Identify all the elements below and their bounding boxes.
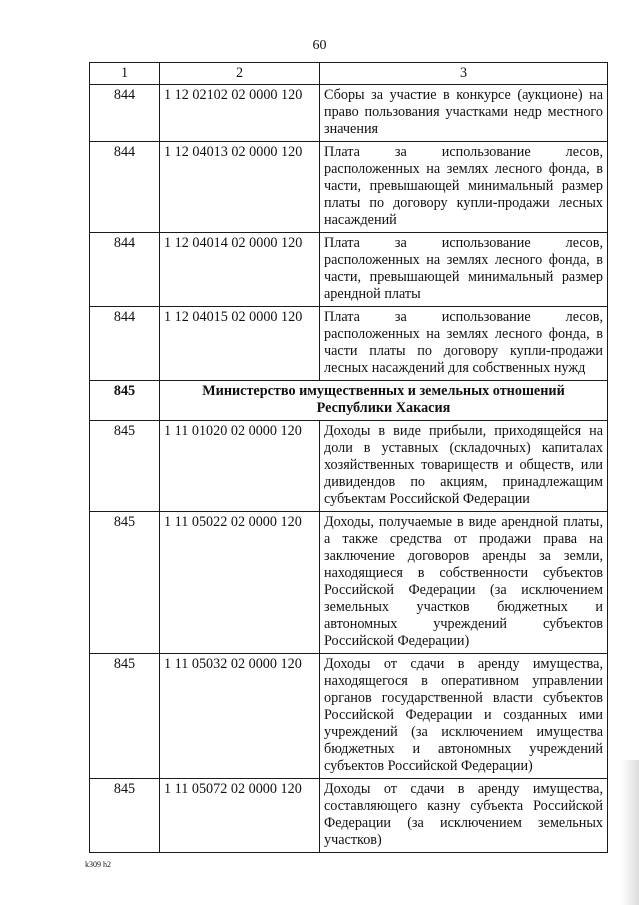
table-row <box>90 779 608 853</box>
admin-code-cell: 845 <box>90 654 160 779</box>
description-cell: Доходы от сдачи в аренду имущества, составляющего казну субъекта Российской Федерации (за исключением земельных участков) <box>320 779 608 853</box>
budget-code-cell: 1 12 04013 02 0000 120 <box>160 142 320 233</box>
header-col-1: 1 <box>90 63 160 85</box>
budget-code-cell: 1 11 05022 02 0000 120 <box>160 512 320 654</box>
budget-code-cell: 1 12 04015 02 0000 120 <box>160 307 320 381</box>
budget-code-cell: 1 12 04014 02 0000 120 <box>160 233 320 307</box>
description-cell: Плата за использование лесов, расположенных на землях лесного фонда, в части, превышающей минимальный размер арендной платы <box>320 233 608 307</box>
description-cell: Доходы в виде прибыли, приходящейся на доли в уставных (складочных) капиталах хозяйственных товариществ и обществ, или дивидендов по акциям, принадлежащим субъектам Российской Федерации <box>320 421 608 512</box>
description-cell: Доходы от сдачи в аренду имущества, находящегося в оперативном управлении органов государственной власти субъектов Российской Федерации и созданных ими учреждений (за исключением имущества бюджетных и автономных учреждений субъектов Российской Федерации) <box>320 654 608 779</box>
table-row <box>90 512 608 654</box>
page-number: 60 <box>312 38 327 53</box>
table-row <box>90 421 608 512</box>
section-header-row <box>90 381 608 421</box>
header-col-3: 3 <box>320 63 608 85</box>
budget-codes-table <box>89 62 608 853</box>
table-row <box>90 85 608 142</box>
section-title: Министерство имущественных и земельных отношений Республики Хакасия <box>160 381 608 421</box>
budget-code-cell: 1 11 05032 02 0000 120 <box>160 654 320 779</box>
admin-code-cell: 844 <box>90 307 160 381</box>
table-row <box>90 233 608 307</box>
scan-shadow <box>621 760 639 905</box>
header-col-2: 2 <box>160 63 320 85</box>
table-header-row <box>90 63 608 85</box>
admin-code-cell: 845 <box>90 421 160 512</box>
admin-code-cell: 845 <box>90 512 160 654</box>
section-admin-code: 845 <box>90 381 160 421</box>
description-cell: Плата за использование лесов, расположенных на землях лесного фонда, в части, превышающей минимальный размер платы по договору купли-продажи лесных насаждений <box>320 142 608 233</box>
table-row <box>90 307 608 381</box>
description-cell: Сборы за участие в конкурсе (аукционе) на право пользования участками недр местного значения <box>320 85 608 142</box>
admin-code-cell: 844 <box>90 233 160 307</box>
admin-code-cell: 845 <box>90 779 160 853</box>
table-row <box>90 142 608 233</box>
budget-code-cell: 1 11 01020 02 0000 120 <box>160 421 320 512</box>
budget-code-cell: 1 12 02102 02 0000 120 <box>160 85 320 142</box>
description-cell: Доходы, получаемые в виде арендной платы, а также средства от продажи права на заключение договоров аренды за земли, находящиеся в собственности субъектов Российской Федерации (за исключением земельных участков бюджетных и автономных учреждений субъектов Российской Федерации) <box>320 512 608 654</box>
budget-code-cell: 1 11 05072 02 0000 120 <box>160 779 320 853</box>
footer-document-code: k309 h2 <box>85 860 111 869</box>
description-cell: Плата за использование лесов, расположенных на землях лесного фонда, в части платы по договору купли-продажи лесных насаждений для собственных нужд <box>320 307 608 381</box>
admin-code-cell: 844 <box>90 142 160 233</box>
table-row <box>90 654 608 779</box>
admin-code-cell: 844 <box>90 85 160 142</box>
